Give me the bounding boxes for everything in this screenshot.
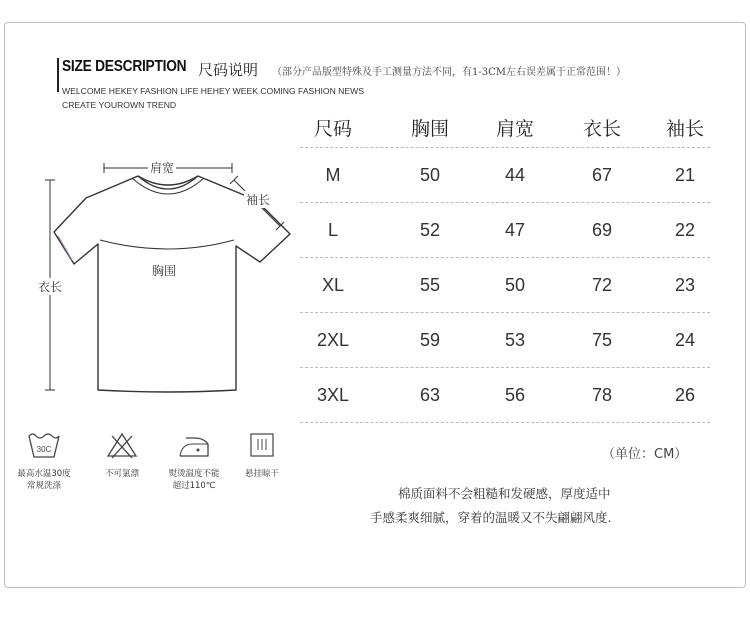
cell-length: 72	[591, 274, 613, 295]
table-row	[300, 258, 710, 313]
cell-size: XL	[321, 274, 345, 295]
cell-shoulder: 47	[504, 219, 526, 240]
cell-size: 2XL	[316, 329, 350, 350]
cell-sleeve: 26	[674, 384, 696, 405]
header-subtitle-line2: CREATE YOUROWN TREND	[62, 100, 177, 110]
table-row	[300, 313, 710, 368]
care-label-iron: 熨烫温度不能 超过110℃	[168, 469, 220, 491]
cell-sleeve: 21	[674, 164, 696, 185]
cell-sleeve: 24	[674, 329, 696, 350]
cell-size: 3XL	[316, 384, 350, 405]
fabric-description-line2: 手感柔爽细腻，穿着的温暖又不失翩翩风度.	[370, 510, 612, 525]
table-row	[300, 203, 710, 258]
cell-length: 78	[591, 384, 613, 405]
header-title-cn: 尺码说明	[198, 61, 259, 79]
cell-length: 67	[591, 164, 613, 185]
cell-size: L	[327, 219, 338, 240]
cell-shoulder: 53	[504, 329, 526, 350]
shoulder-width-label: 肩宽	[150, 161, 175, 175]
header-length: 衣长	[582, 118, 621, 140]
table-row	[300, 148, 710, 203]
header-note: （部分产品版型特殊及手工测量方法不同，有1-3CM左右误差属于正常范围！）	[272, 67, 626, 78]
tshirt-diagram	[20, 140, 310, 410]
care-item-bleach	[84, 430, 160, 480]
header-size: 尺码	[313, 118, 352, 140]
cell-shoulder: 44	[504, 164, 526, 185]
cell-length: 75	[591, 329, 613, 350]
header-accent-bar	[57, 58, 59, 92]
care-label-bleach: 不可氯漂	[104, 469, 139, 479]
wash-temp-text: 30C	[36, 445, 52, 454]
table-row	[300, 368, 710, 423]
care-label-wash: 最高水温30度 常规洗涤	[17, 469, 71, 491]
body-length-label: 衣长	[38, 280, 63, 294]
chest-label: 胸围	[152, 264, 177, 278]
care-item-dry	[224, 430, 300, 480]
table-header-row	[300, 108, 710, 148]
cell-chest: 59	[419, 329, 441, 350]
header-title-en: SIZE DESCRIPTION	[62, 58, 187, 75]
fabric-description-line1: 棉质面料不会粗糙和发硬感，厚度适中	[398, 486, 611, 501]
care-item-iron	[156, 430, 232, 492]
unit-label: （单位：CM）	[602, 447, 688, 462]
wash-30c-icon	[26, 430, 62, 460]
cell-shoulder: 50	[504, 274, 526, 295]
care-label-dry: 悬挂晾干	[244, 469, 279, 479]
cell-chest: 50	[419, 164, 441, 185]
cell-chest: 55	[419, 274, 441, 295]
header-sleeve: 袖长	[665, 118, 704, 140]
sleeve-length-label: 袖长	[246, 193, 271, 207]
no-bleach-icon	[104, 430, 140, 460]
care-item-wash	[6, 430, 82, 492]
header-shoulder: 肩宽	[495, 118, 534, 140]
header-chest: 胸围	[410, 118, 449, 140]
cell-length: 69	[591, 219, 613, 240]
cell-chest: 52	[419, 219, 441, 240]
size-table	[300, 108, 710, 423]
cell-size: M	[325, 164, 341, 185]
iron-icon	[176, 430, 212, 460]
hang-dry-icon	[244, 430, 280, 460]
cell-sleeve: 22	[674, 219, 696, 240]
cell-sleeve: 23	[674, 274, 696, 295]
cell-chest: 63	[419, 384, 441, 405]
cell-shoulder: 56	[504, 384, 526, 405]
header-subtitle-line1: WELCOME HEKEY FASHION LIFE HEHEY WEEK COMING FASHION NEWS	[62, 86, 364, 96]
